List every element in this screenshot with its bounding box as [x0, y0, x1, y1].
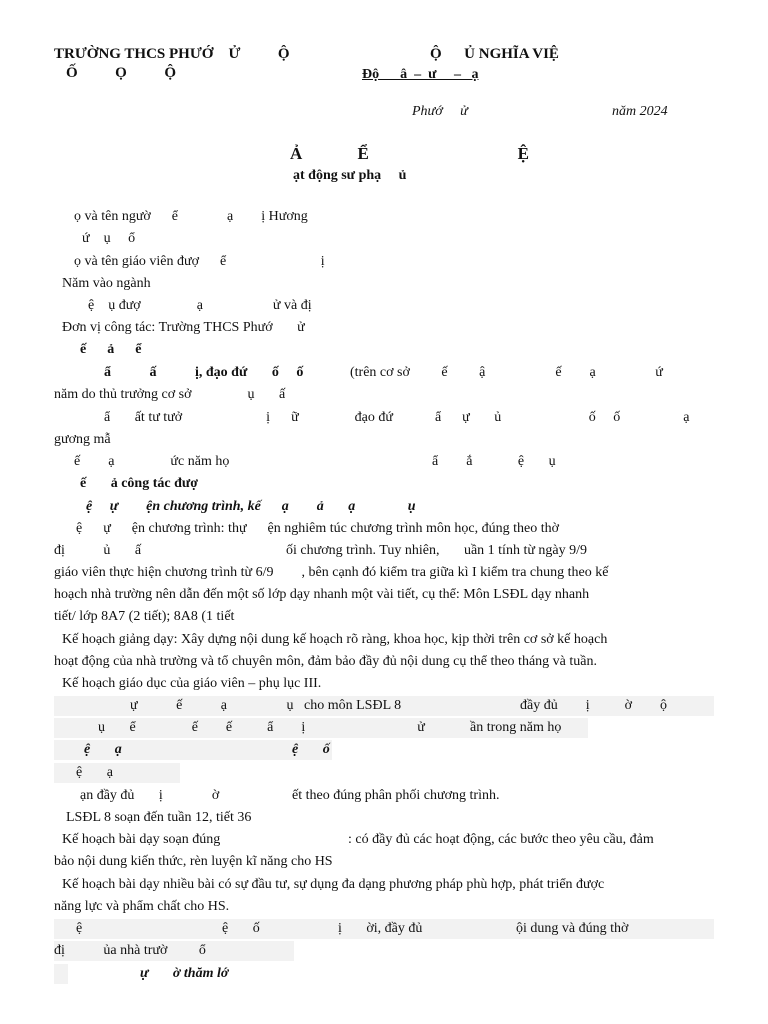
document-subtitle: ạt động sư phạ ủ — [293, 168, 407, 183]
body-line: ệ — [76, 921, 83, 936]
document-title: Ả Ể Ệ — [290, 144, 529, 163]
body-line: ẩ ắ ệ ụ — [432, 454, 556, 469]
body-line: gương mẫ — [54, 432, 111, 447]
body-line: ệ ạ — [76, 765, 113, 780]
body-line: ẩ ất tư tưở ị ữ đạo đứ ẩ ự ủ ố ố ạ — [104, 410, 690, 425]
body-line: ối chương trình. Tuy nhiên, uần 1 tính từ ngày 9/9 — [286, 543, 588, 558]
body-line: Kế hoạch giáo dục của giáo viên – phụ lục III. — [62, 676, 322, 691]
body-line: ạn đầy đủ ị ờ — [80, 788, 220, 803]
body-line: ội dung và đúng thờ — [516, 921, 629, 936]
body-line: ệ ạ — [84, 742, 122, 757]
body-line: : có đầy đủ các hoạt động, các bước theo yêu cầu, đảm — [348, 832, 654, 847]
body-line: đầy đủ ị ờ ộ — [520, 698, 668, 713]
body-line: ần trong năm họ — [470, 720, 562, 735]
body-line: ệ ố — [292, 742, 330, 757]
body-line: hoạch nhà trường nên dẫn đến một số lớp dạy nhanh một vài tiết, cụ thể: Môn LSĐL dạy nhanh — [54, 587, 590, 602]
body-line: giáo viên thực hiện chương trình từ 6/9 , bên cạnh đó kiểm tra giữa kì I kiểm tra chung theo kế — [54, 565, 609, 580]
school-name-line1: TRƯỜNG THCS PHƯỚ Ử Ộ — [54, 46, 290, 62]
body-line: Kế hoạch bài dạy soạn đúng — [62, 832, 221, 847]
place-date: Phướ ử — [412, 104, 468, 119]
body-line: ẩ ấ ị, đạo đứ ố ố — [104, 365, 304, 380]
national-title: Ộ Ủ NGHĨA VIỆ — [430, 46, 559, 62]
body-line: ụ ể ế ế ẩ ị ử — [98, 720, 425, 735]
body-line: ọ và tên ngườ ể ạ ị Hương — [74, 209, 308, 224]
body-line: ọ và tên giáo viên đượ ể ị — [74, 254, 325, 269]
body-line: đị ủa nhà trườ ổ — [54, 943, 206, 958]
body-line: ế ả công tác đượ — [80, 476, 199, 491]
body-line: (trên cơ sở ế ậ ế ạ ứ — [350, 365, 663, 380]
school-name-line2: Ố Ọ Ộ — [66, 65, 177, 81]
body-line: Kế hoạch bài dạy nhiều bài có sự đầu tư, sự dụng đa dạng phương pháp phù hợp, phát triển được — [62, 877, 605, 892]
highlight-row — [54, 763, 180, 783]
body-line: ế ạ ức năm họ — [74, 454, 230, 469]
year: năm 2024 — [612, 104, 668, 119]
body-line: Năm vào ngành — [62, 276, 151, 291]
body-line: ự ờ thăm lớ — [140, 966, 229, 981]
body-line: ự ế ạ ụ cho môn LSĐL 8 — [130, 698, 402, 713]
body-line: LSĐL 8 soạn đến tuần 12, tiết 36 — [66, 810, 252, 825]
body-line: Kế hoạch giảng dạy: Xây dựng nội dung kế hoạch rõ ràng, khoa học, kịp thời trên cơ sở kế hoạch — [62, 632, 608, 647]
body-line: năng lực và phẩm chất cho HS. — [54, 899, 230, 914]
body-line: đị ủ ấ — [54, 543, 142, 558]
body-line: ị ời, đầy đủ — [338, 921, 423, 936]
highlight-row — [54, 964, 68, 984]
body-line: năm do thủ trưởng cơ sở ụ ấ — [54, 387, 286, 402]
body-line: ết theo đúng phân phối chương trình. — [292, 788, 500, 803]
national-motto: Độ â – ư – ạ — [362, 67, 479, 82]
body-line: tiết/ lớp 8A7 (2 tiết); 8A8 (1 tiết — [54, 609, 235, 624]
body-line: ệ ố — [222, 921, 260, 936]
body-line: hoạt động của nhà trường và tổ chuyên môn, đảm bảo đầy đủ nội dung cụ thể theo tháng và tuần. — [54, 654, 597, 669]
body-line: ệ ự ện chương trình: thự ện nghiêm túc chương trình môn học, đúng theo thờ — [76, 521, 559, 536]
body-line: ệ ự ện chương trình, kế ạ ả ạ ụ — [86, 499, 416, 514]
body-line: bảo nội dung kiến thức, rèn luyện kĩ năng cho HS — [54, 854, 333, 869]
body-line: ệ ụ đượ ạ ử và đị — [88, 298, 312, 313]
body-line: ế ả ể — [80, 342, 142, 357]
body-line: ứ ụ ổ — [82, 231, 136, 246]
body-line: Đơn vị công tác: Trường THCS Phướ ử — [62, 320, 305, 335]
